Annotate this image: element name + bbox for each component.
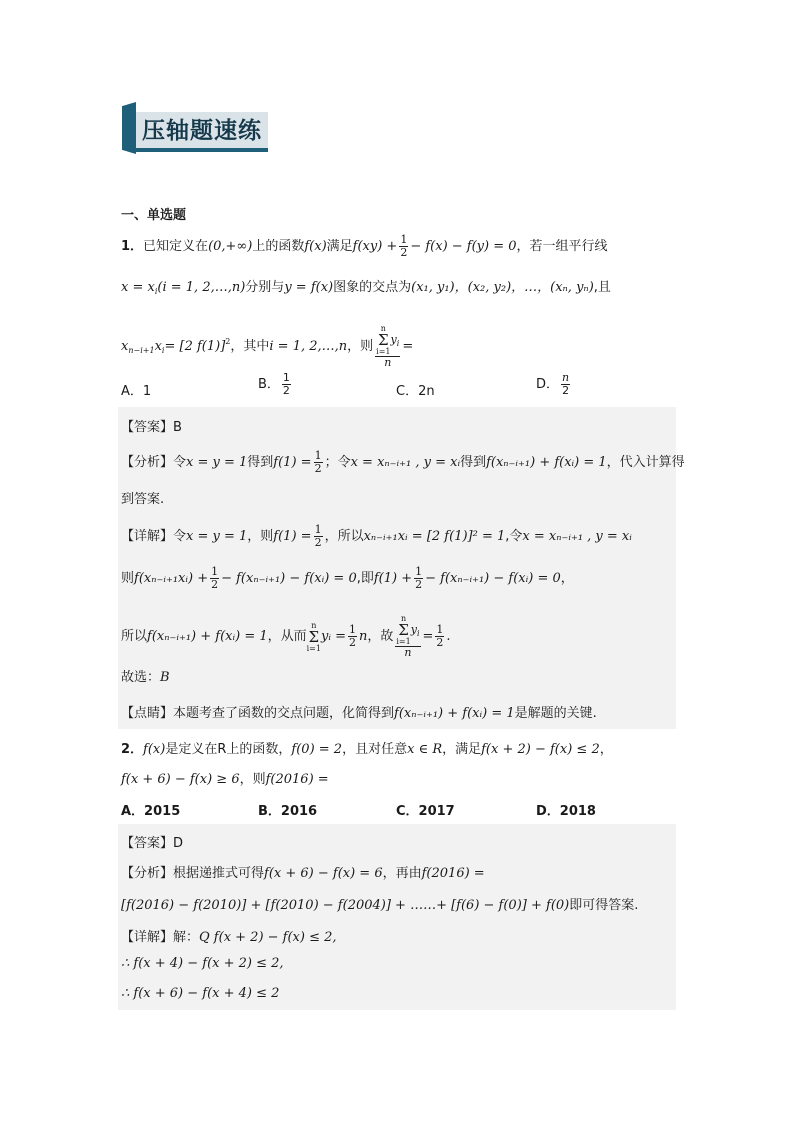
fraction-sum-over-n: n Σ i=1 $y_i$ n [376, 324, 400, 369]
q1-text: 则 [121, 571, 135, 586]
frac-den: 2 [282, 384, 290, 397]
q1-text: ，则 [347, 339, 374, 354]
q1-text: 已知定义在 [143, 239, 209, 254]
q2-answer: 【答案】D [121, 836, 184, 851]
q1-math: f(1) + [373, 571, 413, 586]
q1-analysis-line2: 到答案. [121, 492, 165, 507]
q1-domain: (0,+∞) [208, 239, 253, 254]
q1-math: = [422, 629, 434, 644]
frac-num: 1 [348, 623, 356, 636]
frac-den: 2 [314, 536, 322, 549]
fraction-n-over-2 [561, 372, 570, 397]
q1-math: − f(xₙ₋ᵢ₊₁) − f(xᵢ) = 0 [425, 571, 561, 586]
q2-text: ， [599, 742, 613, 757]
frac-num: n [562, 371, 570, 384]
q2-math: f(2016) = [265, 772, 329, 787]
q2-text: 是定义在 [165, 742, 218, 757]
q2-text: ，满足 [442, 742, 482, 757]
frac-den: 2 [211, 578, 219, 591]
frac-num: 1 [400, 233, 408, 246]
q2-text: 【分析】根据递推式可得 [121, 866, 265, 881]
q2-math: Q f(x + 2) − f(x) ≤ 2, [199, 930, 337, 945]
q1-text: ，若一组平行线 [516, 239, 608, 254]
q1-math: = [2 f(1)] [164, 339, 226, 354]
option-label: D． [536, 377, 560, 392]
q1-math: x = x [121, 280, 155, 295]
frac-num: 1 [314, 449, 322, 462]
fraction-half [348, 624, 357, 649]
q2-math: [f(2016) − f(2010)] + [f(2010) − f(2004)] + ……+ [f(6) − f(0)] + f(0) [121, 898, 570, 913]
q1-text: 图象的交点为 [333, 280, 412, 295]
q1-math: (x₁, y₁)，(x₂, y₂)，…，(xₙ, yₙ) [411, 280, 594, 295]
q2-text: 上的函数， [226, 742, 292, 757]
q2-text: 【详解】解： [121, 930, 200, 945]
section-heading: 一、单选题 [121, 208, 187, 223]
fraction-half [435, 624, 444, 649]
q1-detail-line3 [121, 614, 451, 659]
q2-line2 [121, 768, 329, 787]
q2-analysis-line1 [121, 862, 485, 881]
q1-math: x [121, 339, 129, 354]
q1-option-c[interactable]: C．2n [396, 384, 435, 399]
fraction-sum-over-n: n Σ i=1 $y_i$ n [396, 614, 420, 659]
fraction-half [399, 234, 408, 259]
q1-math: f(xₙ₋ᵢ₊₁) + f(xᵢ) = 1 [486, 455, 607, 470]
q2-detail-line1 [121, 926, 337, 945]
frac-num: 1 [415, 565, 423, 578]
q1-text: ，则 [247, 529, 274, 544]
fraction-half [414, 566, 423, 591]
q2-text: ，则 [239, 772, 266, 787]
frac-den: 2 [436, 636, 444, 649]
q1-math: y = f(x) [284, 280, 334, 295]
q1-math: f(xy) + [352, 239, 398, 254]
q1-number: 1． [121, 239, 144, 254]
q1-math: . [446, 629, 451, 644]
q1-comment [121, 702, 597, 721]
q1-math: x = y = 1 [186, 529, 248, 544]
frac-num: 1 [436, 623, 444, 636]
q2-math: f(x + 6) − f(x) = 6 [264, 866, 383, 881]
q1-math: i = 1, 2,…,n [269, 339, 348, 354]
q2-solution-box [118, 824, 676, 1010]
q2-math: x ∈ R [407, 742, 443, 757]
banner-strip [136, 148, 268, 152]
q1-math: x = y = 1 [186, 455, 248, 470]
q1-text: ，从而 [267, 629, 307, 644]
q2-detail-line2: ∴ f(x + 4) − f(x + 2) ≤ 2, [121, 956, 284, 971]
frac-num: 1 [282, 371, 290, 384]
fraction-half [314, 450, 323, 475]
banner-accent-bar [122, 102, 136, 154]
q1-text: 上的函数 [252, 239, 305, 254]
q1-text: 满足 [326, 239, 353, 254]
q1-math: xₙ₋ᵢ₊₁xᵢ = [2 f(1)]² = 1 [363, 529, 506, 544]
q1-answer: 【答案】B [121, 420, 182, 435]
q2-math: R [217, 742, 227, 757]
q2-option-a[interactable]: A．2015 [121, 804, 181, 819]
q1-math: = [402, 339, 414, 354]
q2-option-c[interactable]: C．2017 [396, 804, 455, 819]
q1-text: 所以 [121, 629, 148, 644]
banner-title: 压轴题速练 [142, 118, 262, 144]
frac-num: 1 [211, 565, 219, 578]
q1-math: n [358, 629, 368, 644]
q1-text: ,即 [356, 571, 374, 586]
q1-text: 得到 [247, 455, 274, 470]
fraction-half [210, 566, 219, 591]
sigma-sum: n Σ i=1 [306, 620, 321, 653]
q1-math: yᵢ = [320, 629, 346, 644]
q1-analysis-line1 [121, 450, 685, 475]
q1-detail-line1 [121, 524, 632, 549]
fraction-half [314, 524, 323, 549]
q2-text: ，且对任意 [342, 742, 408, 757]
q1-line3: $x_{n-i+1}x_i= [2$ f(1)]$^2$，其中i = 1, 2,…,n，则 n Σ i=1 $y_i$ n = [121, 324, 414, 369]
q1-text: ,且 [593, 280, 611, 295]
q1-math: (i = 1, 2,…,n) [157, 280, 246, 295]
q1-math: f(1) = [273, 455, 312, 470]
q1-option-b[interactable] [258, 372, 293, 397]
q1-line1 [121, 234, 608, 259]
frac-num: 1 [314, 523, 322, 536]
frac-den: 2 [348, 636, 356, 649]
frac-den: 2 [314, 462, 322, 475]
q1-text: ,令 [505, 529, 523, 544]
q1-math: − f(x) − f(y) = 0 [410, 239, 517, 254]
q1-text: 得到 [460, 455, 487, 470]
q1-math: f(xₙ₋ᵢ₊₁) + f(xᵢ) = 1 [147, 629, 268, 644]
q2-math: f(x) [143, 742, 166, 757]
q1-math: f(xₙ₋ᵢ₊₁xᵢ) + [134, 571, 209, 586]
q1-text: ， [560, 571, 574, 586]
q1-text: 【详解】令 [121, 529, 187, 544]
q1-detail-line2 [121, 566, 574, 591]
q2-math: f(x + 6) − f(x) ≥ 6 [121, 772, 240, 787]
section-banner [122, 102, 268, 154]
frac-den: 2 [415, 578, 423, 591]
q1-math: f(xₙ₋ᵢ₊₁) + f(xᵢ) = 1 [394, 706, 515, 721]
q1-text: 【点睛】本题考查了函数的交点问题，化简得到 [121, 706, 395, 721]
q1-text: 故选： [121, 670, 161, 685]
q1-text: ；令 [324, 455, 351, 470]
q1-math: B [160, 670, 170, 685]
q1-line2: $x = x_i(i = 1$, 2,…,n)分别与y = f(x)图象的交点为(x₁, y₁)，(x₂, y₂)，…，(xₙ, yₙ),且 [121, 280, 611, 296]
fraction-half [282, 372, 291, 397]
q2-math: f(x + 2) − f(x) ≤ 2 [481, 742, 600, 757]
q1-math: x = xₙ₋ᵢ₊₁ , y = xᵢ [522, 529, 632, 544]
q2-text: ，再由 [382, 866, 422, 881]
q2-math: f(2016) = [421, 866, 485, 881]
q1-text: ，其中 [230, 339, 270, 354]
q1-choose [121, 666, 170, 685]
frac-den: 2 [400, 246, 408, 259]
q2-option-d[interactable]: D．2018 [536, 804, 596, 819]
frac-den: 2 [562, 384, 570, 397]
q2-detail-line3: ∴ f(x + 6) − f(x + 4) ≤ 2 [121, 986, 280, 1001]
q2-number: 2． [121, 742, 144, 757]
q1-text: 分别与 [245, 280, 285, 295]
q1-math: − f(xₙ₋ᵢ₊₁) − f(xᵢ) = 0 [221, 571, 357, 586]
q2-text: 即可得答案. [569, 898, 639, 913]
q2-option-b[interactable]: B．2016 [258, 804, 318, 819]
q1-text: 【分析】令 [121, 455, 187, 470]
option-label: B． [258, 377, 280, 392]
q1-text: 是解题的关键. [514, 706, 597, 721]
q1-math: f(1) = [273, 529, 312, 544]
q1-option-a[interactable]: A．1 [121, 384, 152, 399]
q1-option-d[interactable] [536, 372, 572, 397]
q1-math: f(x) [304, 239, 327, 254]
q1-text: ，故 [367, 629, 394, 644]
q2-analysis-line2 [121, 894, 638, 913]
q1-math: x = xₙ₋ᵢ₊₁ , y = xᵢ [350, 455, 461, 470]
q2-line1 [121, 738, 613, 757]
q2-math: f(0) = 2 [291, 742, 343, 757]
q1-math: x [154, 339, 162, 354]
q1-text: ，所以 [324, 529, 364, 544]
q1-text: ，代入计算得 [606, 455, 685, 470]
